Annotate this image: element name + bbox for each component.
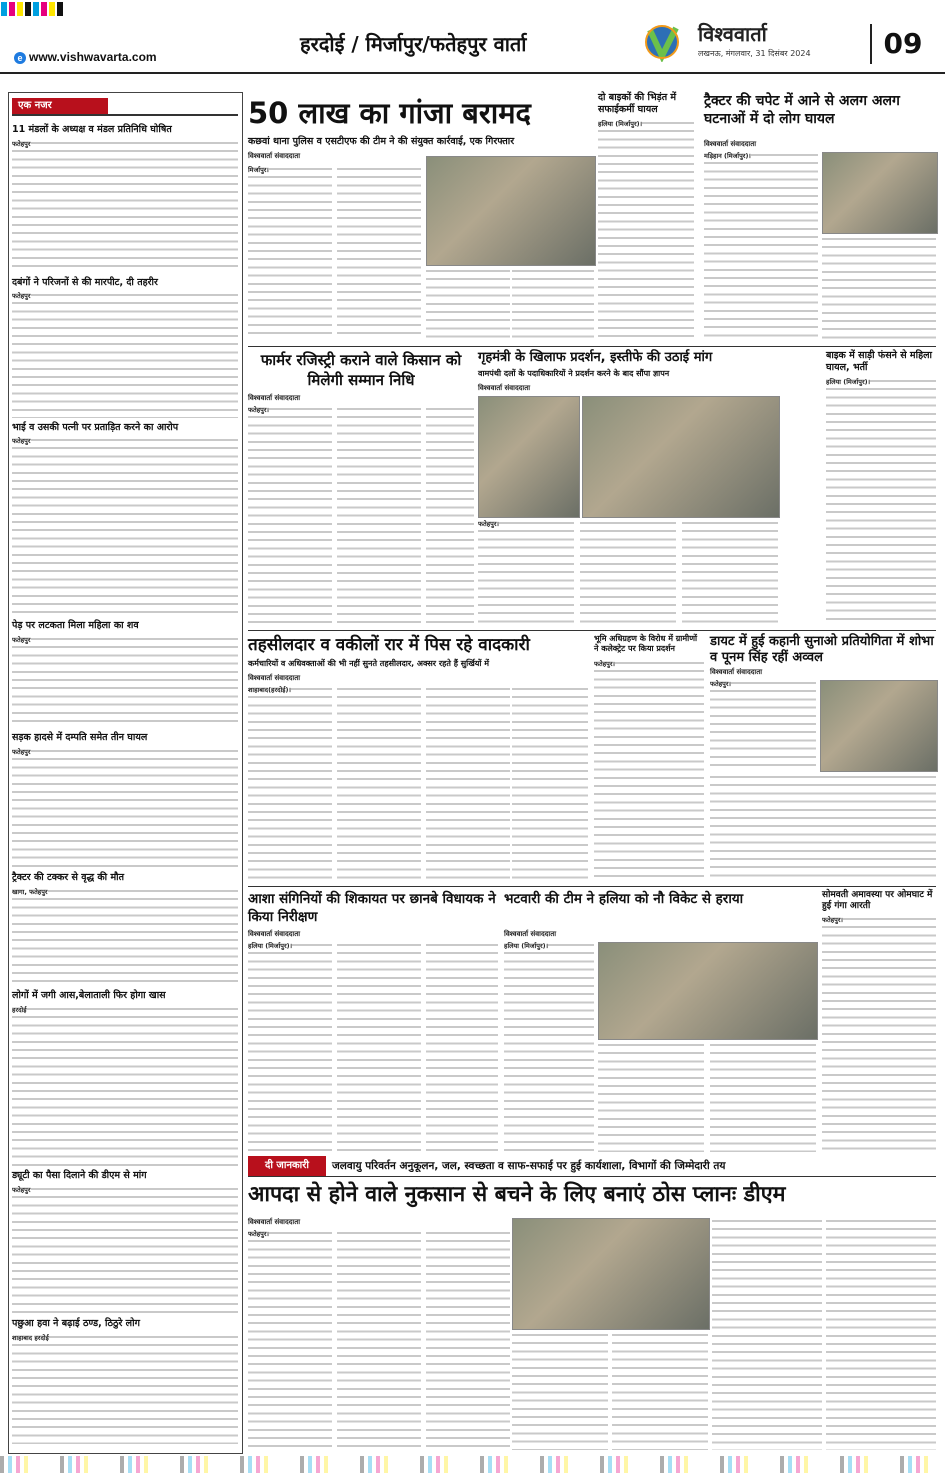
protest-body-col1: फतेहपुर।	[478, 520, 574, 626]
amavasya-headline: सोमवती अमावस्या पर ओमघाट में हुई गंगा आरती	[822, 890, 933, 911]
tahsildar-byline: विश्ववार्ता संवाददाता	[248, 674, 301, 682]
lead-byline: विश्ववार्ता संवाददाता	[248, 152, 301, 160]
lead-headline: 50 लाख का गांजा बरामद	[248, 96, 531, 130]
asha-body-col2	[337, 942, 421, 1152]
brief-body: फतेहपुर	[12, 437, 238, 615]
brief-body: फतेहपुर	[12, 292, 238, 418]
protest-byline: विश्ववार्ता संवाददाता	[478, 384, 531, 392]
tahsildar-headline: तहसीलदार व वकीलों रार में पिस रहे वादकारी	[248, 635, 530, 655]
protest-headline: गृहमंत्री के खिलाफ प्रदर्शन, इस्तीफे की उठाई मांग	[478, 350, 713, 365]
lead-body-col3	[426, 268, 510, 340]
tractor-headline: ट्रैक्टर की चपेट में आने से अलग अलग घटनाओं में दो लोग घायल	[704, 93, 900, 127]
strip-label: दी जानकारी	[248, 1156, 326, 1176]
tractor-photo	[822, 152, 938, 234]
farmer-byline: विश्ववार्ता संवाददाता	[248, 394, 301, 402]
lead-body-col1: मिर्जापुर।	[248, 166, 332, 340]
asha-byline: विश्ववार्ता संवाददाता	[248, 930, 301, 938]
farmer-body-col3	[426, 406, 474, 626]
protest-body-col2	[580, 520, 676, 626]
saree-body: हलिया (मिर्जापुर)।	[826, 378, 936, 626]
farmer-headline: फार्मर रजिस्ट्री कराने वाले किसान को मिलेगी सम्मान निधि	[260, 351, 462, 389]
tahsildar-subhead: कर्मचारियों व अधिवक्ताओं की भी नहीं सुनते तहसीलदार, अक्सर रहते हैं सुर्खियों में	[248, 659, 490, 668]
lead-photo	[426, 156, 596, 266]
cricket-body-col3	[710, 1042, 816, 1152]
brief-headline: ड्यूटी का पैसा दिलाने की डीएम से मांग	[12, 1170, 147, 1181]
brief-headline: ट्रैक्टर की टक्कर से वृद्ध की मौत	[12, 872, 124, 883]
disaster-body-col7	[826, 1218, 936, 1450]
farmer-body-col2	[337, 406, 421, 626]
brand-logo	[640, 22, 696, 62]
brief-body: फतेहपुर	[12, 1186, 238, 1314]
cricket-body-col2	[598, 1042, 704, 1152]
protest-photo	[478, 396, 580, 518]
left-label-rule	[12, 114, 238, 116]
tahsildar-body-col1: शाहाबाद(हरदोई)।	[248, 686, 332, 882]
lead-subhead: कछवां थाना पुलिस व एसटीएफ की टीम ने की संयुक्त कार्रवाई, एक गिरफ्तार	[248, 136, 515, 147]
disaster-body-col3	[426, 1230, 510, 1450]
brief-headline: सड़क हादसे में दम्पति समेत तीन घायल	[12, 732, 148, 743]
disaster-headline: आपदा से होने वाले नुकसान से बचने के लिए बनाएं ठोस प्लानः डीएम	[248, 1182, 786, 1207]
brief-body: खागा, फतेहपुर	[12, 888, 238, 986]
brief-body: फतेहपुर	[12, 140, 238, 272]
brief-body: हरदोई	[12, 1006, 238, 1166]
brief-headline: 11 मंडलों के अध्यक्ष व मंडल प्रतिनिधि घोषित	[12, 124, 172, 135]
asha-headline: आशा संगिनियों की शिकायत पर छानबे विधायक ने किया निरीक्षण	[248, 891, 496, 925]
amavasya-body: फतेहपुर।	[822, 916, 936, 1152]
diet-headline: डायट में हुई कहानी सुनाओ प्रतियोगिता में शोभा व पूनम सिंह रहीं अव्वल	[710, 634, 934, 665]
asha-body-col3	[426, 942, 498, 1152]
protest-photo-2	[582, 396, 780, 518]
cricket-photo	[598, 942, 818, 1040]
diet-body-col2	[710, 774, 936, 882]
diet-body-col1: फतेहपुर।	[710, 680, 816, 770]
farmer-body-col1: फतेहपुर।	[248, 406, 332, 626]
tahsildar-body-col4	[512, 686, 588, 882]
cricket-byline: विश्ववार्ता संवाददाता	[504, 930, 557, 938]
protest-body-col3	[682, 520, 778, 626]
brief-body: शाहाबाद हरदोई	[12, 1334, 238, 1444]
disaster-photo	[512, 1218, 710, 1330]
tahsildar-body-col3	[426, 686, 510, 882]
bike-headline: दो बाइकों की भिड़ंत में सफाईकर्मी घायल	[598, 92, 677, 115]
disaster-body-col5	[612, 1332, 708, 1450]
tractor-body-col1: मड़िहान (मिर्जापुर)।	[704, 152, 818, 342]
disaster-body-col2	[337, 1230, 421, 1450]
disaster-body-col1: फतेहपुर।	[248, 1230, 332, 1450]
brief-headline: पेड़ पर लटकता मिला महिला का शव	[12, 620, 139, 631]
registration-footer	[0, 1456, 945, 1473]
tahsildar-body-col2	[337, 686, 421, 882]
land-body: फतेहपुर।	[594, 660, 704, 882]
cricket-headline: भटवारी की टीम ने हलिया को नौ विकेट से हराया	[504, 891, 744, 907]
edition-title: हरदोई / मिर्जापुर/फतेहपुर वार्ता	[300, 32, 527, 56]
tractor-body-col2	[822, 236, 936, 342]
brief-headline: दबंगों ने परिजनों से की मारपीट, दी तहरीर	[12, 277, 158, 288]
lead-body-col4	[512, 268, 594, 340]
browser-icon: e	[14, 52, 26, 64]
brand-name: विश्ववार्ता	[698, 22, 767, 46]
diet-photo	[820, 680, 938, 772]
registration-bar	[0, 0, 945, 18]
bike-body-col1: हलिया (मिर्जापुर)।	[598, 120, 694, 340]
land-headline: भूमि अधिग्रहण के विरोध में ग्रामीणों ने कलेक्ट्रेट पर किया प्रदर्शन	[594, 634, 698, 653]
brief-body: फतेहपुर	[12, 636, 238, 728]
disaster-body-col4	[512, 1332, 608, 1450]
row-rule	[248, 346, 936, 347]
brief-headline: लोगों में जगी आस,बेलाताली फिर होगा खास	[12, 990, 166, 1001]
lead-body-col2	[337, 166, 421, 340]
protest-subhead: वामपंथी दलों के पदाधिकारियों ने प्रदर्शन करने के बाद सौंपा ज्ञापन	[478, 369, 670, 378]
left-column-label: एक नजर	[12, 98, 108, 114]
tractor-byline: विश्ववार्ता संवाददाता	[704, 140, 757, 148]
cricket-body-col1: हलिया (मिर्जापुर)।	[504, 942, 594, 1152]
brief-headline: पछुआ हवा ने बढ़ाई ठण्ड, ठिठुरे लोग	[12, 1318, 140, 1329]
asha-body-col1: हलिया (मिर्जापुर)।	[248, 942, 332, 1152]
saree-headline: बाइक में साड़ी फंसने से महिला घायल, भर्ती	[826, 350, 933, 373]
row-rule	[248, 630, 936, 631]
disaster-body-col6	[712, 1218, 822, 1450]
strip-text: जलवायु परिवर्तन अनुकूलन, जल, स्वच्छता व साफ-सफाई पर हुई कार्यशाला, विभागों की जिम्मेदारी तय	[332, 1160, 726, 1172]
brief-body: फतेहपुर	[12, 748, 238, 868]
brief-headline: भाई व उसकी पत्नी पर प्रताड़ित करने का आरोप	[12, 422, 179, 433]
dateline: लखनऊ, मंगलवार, 31 दिसंबर 2024	[698, 49, 811, 58]
disaster-byline: विश्ववार्ता संवाददाता	[248, 1218, 301, 1226]
site-url[interactable]: e www.vishwavarta.com	[14, 50, 157, 64]
row-rule	[248, 886, 936, 887]
diet-byline: विश्ववार्ता संवाददाता	[710, 668, 763, 676]
page-number: 09	[870, 24, 934, 64]
